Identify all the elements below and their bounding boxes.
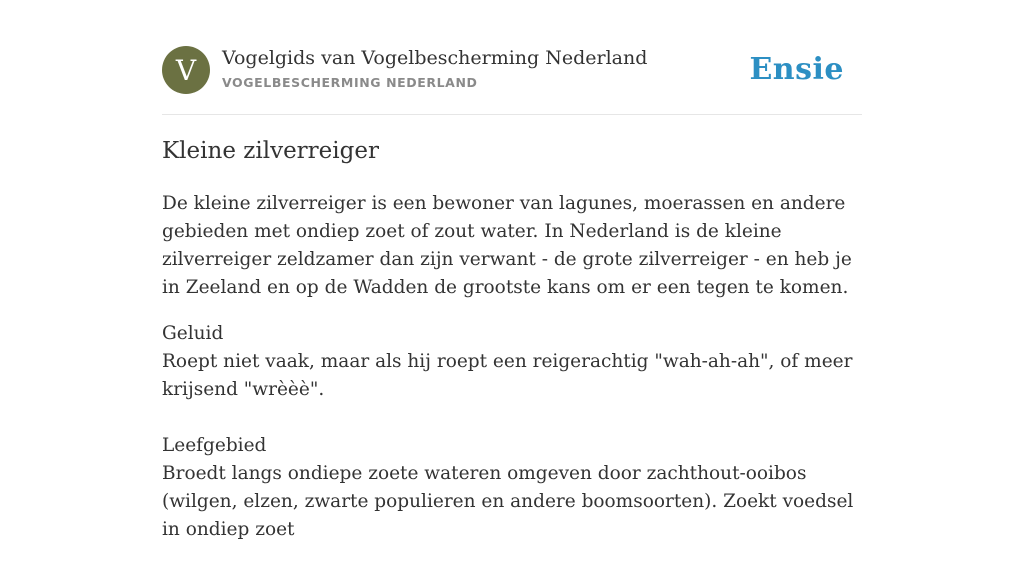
section-leefgebied [162,432,867,544]
source-title[interactable]: Vogelgids van Vogelbescherming Nederland [222,47,648,69]
intro-paragraph: De kleine zilverreiger is een bewoner van lagunes, moerassen en andere gebieden met ondiep zoet of zout water. In Nederland is de kleine zilverreiger zeldzamer dan zijn verwant - de grote zilverreiger - en heb je in Zeeland en op de Wadden de grootste kans om er een tegen te komen. [162,193,852,298]
source-subtitle[interactable]: VOGELBESCHERMING NEDERLAND [222,75,478,90]
article-body [162,190,867,572]
page-title: Kleine zilverreiger [162,138,379,164]
header [162,46,862,115]
section-text: Broedt langs ondiepe zoete wateren omgeven door zachthout-ooibos (wilgen, elzen, zwarte populieren en andere boomsoorten). Zoekt voedsel in ondiep zoet [162,463,854,540]
avatar[interactable]: V [162,46,210,94]
section-text: Roept niet vaak, maar als hij roept een reigerachtig "wah-ah-ah", of meer krijsend "wrèèè". [162,351,853,400]
section-label: Leefgebied [162,435,267,456]
section-label: Geluid [162,323,224,344]
ensie-logo[interactable]: Ensie [749,52,844,87]
section-geluid [162,320,867,404]
